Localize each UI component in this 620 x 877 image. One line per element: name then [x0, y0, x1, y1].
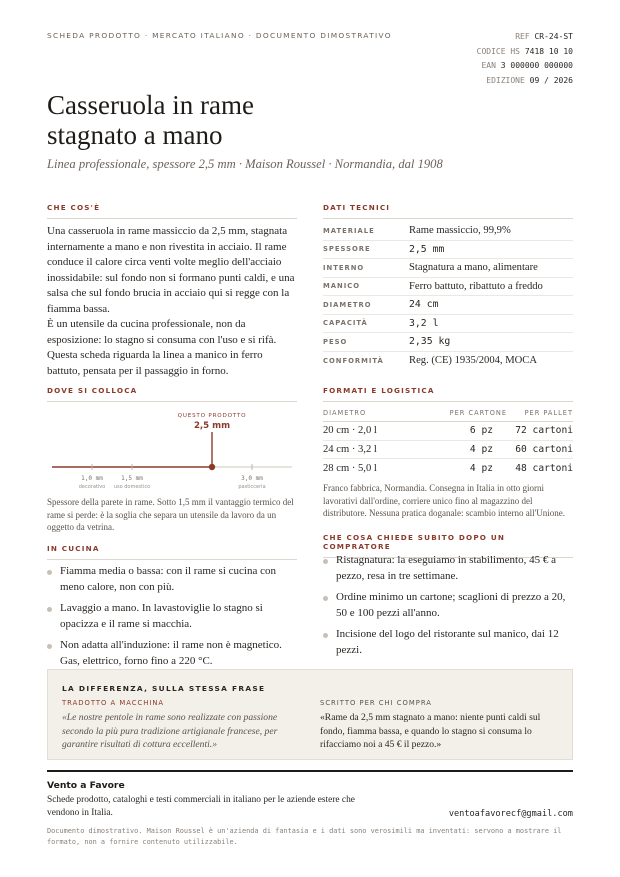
buyer-text: «Rame da 2,5 mm stagnato a mano: niente punti caldi sul fondo, fiamma bassa, e quando lo stagno si consuma lo rifacciamo noi a 45 € il pezzo.»	[320, 712, 541, 751]
table-row: MATERIALE Rame massiccio, 99,9%	[323, 222, 573, 241]
list-item: Incisione del logo del ristorante sul manico, dai 12 pezzi.	[323, 627, 573, 658]
list-item: Ristagnatura: la eseguiamo in stabilimento, 45 € a pezzo, resa in tre settimane.	[323, 553, 573, 584]
brand-description: Schede prodotto, cataloghi e testi commerciali in italiano per le aziende estere che vendono in Italia.	[47, 795, 355, 818]
document-breadcrumb: SCHEDA PRODOTTO · MERCATO ITALIANO · DOCUMENTO DIMOSTRATIVO	[47, 31, 392, 40]
edition-line: EDIZIONE 09 / 2026	[486, 75, 573, 85]
marker-dot	[209, 464, 215, 470]
reference-block	[477, 30, 573, 88]
table-row: CAPACITÀ 3,2 l	[323, 315, 573, 334]
scale-tick-value: 3,0 mm	[241, 475, 263, 482]
kitchen-list	[47, 564, 297, 676]
contact-email[interactable]: ventoafavorecf@gmail.com	[448, 809, 573, 819]
buyer-list	[323, 553, 573, 665]
table-row: 24 cm · 3,2 l 4 pz 60 cartoni	[323, 441, 573, 460]
machine-label: TRADOTTO A MACCHINA	[62, 699, 165, 707]
table-row: 28 cm · 5,0 l 4 pz 48 cartoni	[323, 462, 573, 474]
section-heading-in-kitchen: IN CUCINA	[47, 544, 297, 560]
disclaimer: Documento dimostrativo. Maison Roussel è un'azienda di fantasia e i dati sono verosimili ma inventati: servono a mostrare il formato, non a fornire contenuto utilizzabile.	[47, 827, 562, 846]
scale-caption: Spessore della parete in rame. Sotto 1,5 mm il vantaggio termico del rame si perde: è la soglia che separa un utensile da lavoro da un oggetto da vetrina.	[47, 497, 294, 532]
brand-name: Vento a Favore	[47, 780, 125, 791]
logistics-note: Franco fabbrica, Normandia. Consegna in Italia in otto giorni lavorativi dall'ordine, corriere unico fino al magazzino del distributore. Nessuna pratica doganale: scambio interno all'Unione.	[323, 483, 566, 518]
scale-tick-caption: decorativo	[78, 484, 106, 490]
table-row: INTERNO Stagnatura a mano, alimentare	[323, 259, 573, 278]
table-row: SPESSORE 2,5 mm	[323, 241, 573, 260]
list-item: Fiamma media o bassa: con il rame si cucina con meno calore, non con più.	[47, 564, 297, 595]
tech-table	[323, 222, 573, 370]
scale-tick-value: 1,5 mm	[121, 475, 143, 482]
ean-line: EAN 3 000000 000000	[481, 61, 573, 70]
table-row: DIAMETRO 24 cm	[323, 296, 573, 315]
section-heading-tech: DATI TECNICI	[323, 203, 573, 219]
buyer-label: SCRITTO PER CHI COMPRA	[320, 699, 432, 707]
hs-code-line: CODICE HS 7418 10 10	[476, 46, 573, 56]
section-heading-what-is: CHE COS'È	[47, 203, 297, 219]
marker-value: 2,5 mm	[193, 421, 231, 431]
section-heading-buyer: CHE COSA CHIEDE SUBITO DOPO UN COMPRATORE	[323, 533, 573, 558]
product-title: Casseruola in rame stagnato a mano	[47, 90, 254, 150]
list-item: Ordine minimo un cartone; scaglioni di prezzo a 20, 50 e 100 pezzi all'anno.	[323, 590, 573, 621]
list-item: Lavaggio a mano. In lavastoviglie lo stagno si opacizza e il rame si macchia.	[47, 601, 297, 632]
comparison-title: LA DIFFERENZA, SULLA STESSA FRASE	[62, 684, 266, 693]
section-heading-position: DOVE SI COLLOCA	[47, 386, 297, 402]
comparison-box	[47, 669, 573, 760]
footer-rule	[47, 770, 573, 772]
table-row: 20 cm · 2,0 l 6 pz 72 cartoni	[323, 422, 573, 441]
machine-text: «Le nostre pentole in rame sono realizzate con passione secondo la più pura tradizione artigianale francese, per garantire risultati di cottura eccellenti.»	[62, 712, 278, 751]
table-header: DIAMETRO PER CARTONE PER PALLET	[323, 404, 573, 422]
table-row: PESO 2,35 kg	[323, 333, 573, 352]
list-item: Non adatta all'induzione: il rame non è magnetico. Gas, elettrico, forno fino a 220 °C.	[47, 638, 297, 669]
scale-tick-caption: uso domestico	[113, 484, 151, 490]
section-heading-formats: FORMATI E LOGISTICA	[323, 386, 573, 402]
marker-label: QUESTO PRODOTTO	[177, 413, 247, 419]
ref-line: REF CR-24-ST	[515, 32, 573, 41]
description-paragraph-2: È un utensile da cucina professionale, non da esposizione: lo stagno si consuma con l'uso e si rifà. Questa scheda riguarda la linea a manico in ferro battuto, pensata per il passaggio in forno.	[47, 318, 277, 377]
description-paragraph-1: Una casseruola in rame massiccio da 2,5 mm, stagnata internamente a mano e non rivestita in acciaio. Il rame conduce il calore circa venti volte meglio dell'acciaio inossidabile: sul fondo non si formano punti caldi, e una salsa che sul fondo brucia in acciaio qui si regge con la fiamma bassa.	[47, 225, 295, 315]
table-row: MANICO Ferro battuto, ribattuto a freddo	[323, 278, 573, 297]
scale-tick-value: 1,0 mm	[81, 475, 103, 482]
formats-table	[323, 404, 573, 478]
scale-ticks	[79, 464, 266, 490]
scale-tick-caption: pasticceria	[238, 484, 266, 490]
product-subtitle: Linea professionale, spessore 2,5 mm · Maison Roussel · Normandia, dal 1908	[47, 157, 443, 171]
table-row: CONFORMITÀ Reg. (CE) 1935/2004, MOCA	[323, 355, 538, 367]
thickness-scale	[47, 405, 297, 493]
